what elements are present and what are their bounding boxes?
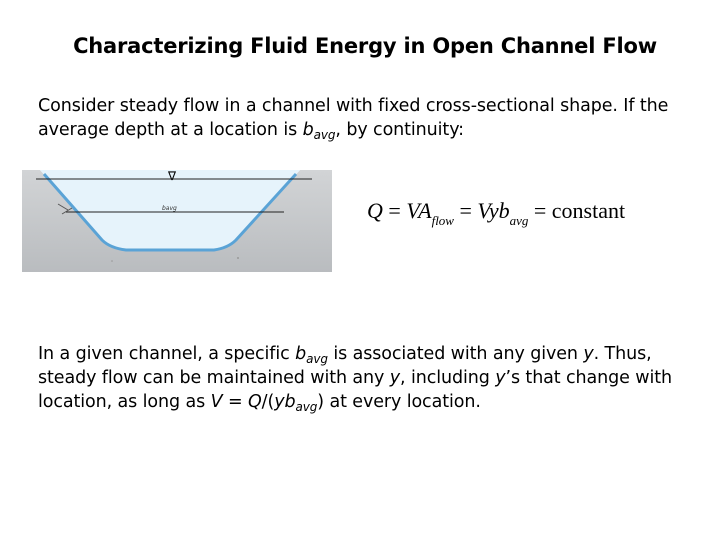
variable-y: y (389, 368, 401, 388)
subscript-avg: avg (306, 352, 328, 366)
variable-V: V (210, 392, 223, 412)
slide-title: Characterizing Fluid Energy in Open Channel Flow (73, 34, 657, 58)
paragraph-text: Consider steady flow in a channel with fixed cross-sectional shape. If the average depth at a location is (38, 96, 669, 140)
eq-Q: Q (367, 198, 383, 223)
variable-b: b (302, 120, 314, 140)
paragraph-depth-relation: In a given channel, a specific $b_{avg}$ is associated with any given y. Thus, steady flow can be maintained with any y, including y’s that change with location, as long as $V = Q/(yb_{avg})$ at every location. (38, 344, 673, 414)
eq-A: A (418, 198, 432, 223)
continuity-equation: $Q = VA_{flow} = Vyb_{avg}$ = constant (367, 198, 626, 228)
eq-V: V (406, 198, 419, 223)
eq-Vy: Vy (477, 198, 499, 223)
variable-Q: Q (247, 392, 262, 412)
variable-y: y (583, 344, 594, 364)
variable-yb: yb (274, 392, 296, 412)
channel-cross-section-figure (22, 166, 332, 272)
eq-b: b (498, 198, 510, 223)
subscript-avg: avg (313, 128, 336, 142)
paragraph-continuity (38, 94, 698, 142)
variable-b: b (295, 344, 307, 364)
paragraph-text: , by continuity: (335, 120, 464, 140)
eq-sub-avg: avg (509, 213, 529, 228)
eq-constant: constant (551, 198, 626, 223)
variable-y: y (495, 368, 506, 388)
subscript-avg: avg (295, 400, 318, 414)
water-surface-symbol: ∇ (168, 169, 177, 183)
eq-sub-flow: flow (431, 213, 454, 228)
depth-label: bavg (162, 205, 177, 212)
